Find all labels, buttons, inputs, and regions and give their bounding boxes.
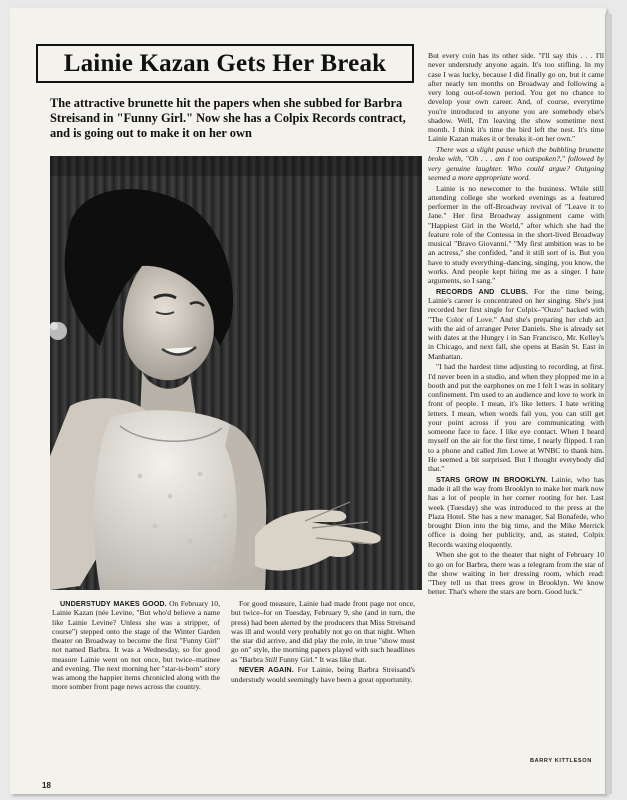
section-heading: UNDERSTUDY MAKES GOOD. [60,599,167,608]
paragraph-text: Funny Girl." It was like that. [277,654,367,664]
paragraph [428,475,604,549]
section-heading: NEVER AGAIN. [239,665,294,675]
magazine-page [10,8,606,794]
paragraph-text: On February 10, Lainie Kazan (née Levine, "But who'd believe a name like Lainie Levine? Unless she was a stripper, of course") stepped onto the stage of the Winter Garden theater on Broadway to become the first "Funny Girl" not named Barbra. It was a Wednesday, so for good measure Lainie went on not once, but twice–matinee and evening. The next morning her "star-is-born" story was among the happier items chronicled along with the more somber front page news across the country. [52,599,220,692]
column-2 [231,599,415,685]
paragraph [428,550,604,596]
paragraph [428,287,604,361]
photo-illustration [50,156,422,590]
column-3 [428,51,604,598]
paragraph [428,145,604,182]
article-photo [50,156,422,590]
paragraph-text: Lainie, who has made it all the way from Brooklyn to make her mark now has a lot of people in her corner rooting for her. Last week (Tuesday) she was introduced to the press at the Plaza Hotel. She has a new manager, Sal Bonafede, who brought Dion into the big time, and the Mike Merrick office is doing her publicity, and, as stated, Colpix Records waxing eloquently. [428,474,604,549]
paragraph-text: For good measure, Lainie had made front page not once, but twice–for on Tuesday, February 9, she (and in turn, the press) had been alerted by the producers that Miss Streisand was ill and would very probably not go on that night. When the star did arrive, and did play the role, in true "show must go on" style, the morning papers played with such headlines as "Barbra [231,599,415,664]
section-heading: STARS GROW IN BROOKLYN. [436,474,548,484]
paragraph [52,599,220,692]
headline-box [36,44,414,83]
paragraph-text: For Lainie, being Barbra Streisand's understudy would seemingly have been a great opportunity. [231,665,416,684]
paragraph [231,599,415,664]
paragraph-text: But every coin has its other side. "I'll say this . . . I'll never understudy anyone again. It's too stifling. In my case I was lucky, because I did finally go on, but it came after nearly ten months on Broadway and following a very long out-of-town period. You get no chance to develop your own career. And, of course, everytime you're introduced to anyone you are somebody else's shadow. Well, I'm leaving the show sometime next month. I think it's time the bird left the nest. It's time Lainie Kazan makes it or breaks it–on her own." [428,51,604,144]
page-number: 18 [42,781,51,790]
headline: Lainie Kazan Gets Her Break [63,49,387,77]
emphasis: Still [264,654,278,664]
paragraph [231,665,415,684]
paragraph-text: When she got to the theater that night of February 10 to go on for Barbra, there was a telegram from the star of the show waiting in her dressing room, which read: "They tell us that trees grow in Brooklyn. We know better. That's where the stars are born. Good luck." [428,550,604,597]
column-1 [52,599,220,693]
paragraph [428,184,604,286]
paragraph [428,362,604,473]
paragraph-text: For the time being, Lainie's career is concentrated on her singing. She's just recorded her first single for Colpix–"Ouzo" backed with "The Color of Love." And she's preparing her club act with the aid of arranger Peter Daniels. She is already set with dates at the Hungry i in San Francisco, Mr. Kelley's in Chicago, and next fall, she opens at Basin St. East in Manhattan. [428,286,604,361]
paragraph [428,51,604,144]
section-heading: RECORDS AND CLUBS. [436,286,528,296]
paragraph-text: "I had the hardest time adjusting to recording, at first. I'd never been in a studio, and when they plopped me in a booth and put the earphones on me I felt I was in solitary confinement. I'm used to an audience and love to work in front of people. I mean, it's like letters. I hate writing letters. I mean, when words fail you, you can still get your point across if you are communicating with someone face to face. I like eye contact. When I heard myself on the air for the first time, I nearly flipped. I ran to a phone and called Jim Lowe at WNBC to thank him. He seemed a bit surprised. But I thought everybody did that." [428,362,604,473]
subheadline: The attractive brunette hit the papers when she subbed for Barbra Streisand in "Funny Girl." Now she has a Colpix Records contract, and is going out to make it on her own [50,96,406,141]
paragraph-text: There was a slight pause which the bubbling brunette broke with, "Oh . . . am I too outspoken?," followed by very genuine laughter. Who could argue? Outgoing seemed a more appropriate word. [428,145,604,182]
paragraph-text: Lainie is no newcomer to the business. While still attending college she worked evenings as a featured performer in the off-Broadway revival of "Leave it to Jane." Her first Broadway assignment came with "Happiest Girl in the World," after which she had the feature role of the Contessa in the short-lived Broadway musical "Bravo Giovanni." "My first ambition was to be an actress," she confided, "and it still sort of is. But you have to study everything–dancing, singing, you know, the works. And people kept hiring me as a singer. I hate arguments, so I sang." [428,183,604,285]
byline: BARRY KITTLESON [530,758,592,764]
